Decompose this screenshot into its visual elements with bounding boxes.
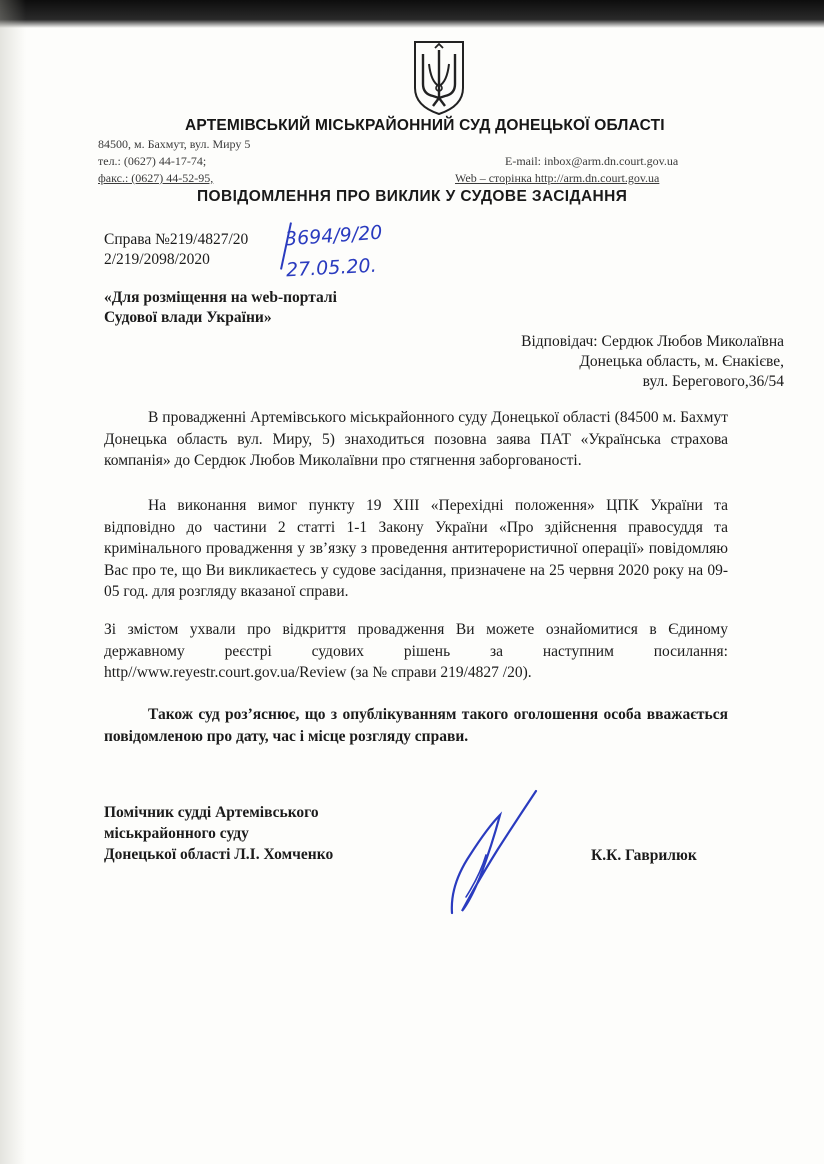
coat-of-arms-icon xyxy=(411,40,467,116)
judge-name: К.К. Гаврилюк xyxy=(591,847,697,864)
paragraph-proceeding: В провадженні Артемівського міськрайонного суду Донецької області (84500 м. Бахмут Донецька область вул. Миру, 5) знаходиться позовна заява ПАТ «Українська страхова компанія» до Сердюк Любов Миколаївни про стягнення заборгованості. xyxy=(104,409,728,470)
paragraph-registry-link: Зі змістом ухвали про відкриття провадження Ви можете ознайомитися в Єдиному державному реєстрі судових рішень за наступним посилання: http//www.reyestr.court.gov.ua/Review (за № справи 219/4827 /20). xyxy=(104,621,728,682)
signatory-title-line2: міськрайонного суду xyxy=(104,825,249,842)
court-website-link[interactable]: Web – сторінка http://arm.dn.court.gov.ua xyxy=(455,171,660,185)
court-fax: факс.: (0627) 44-52-95, xyxy=(98,171,214,185)
scan-left-shadow xyxy=(0,0,26,1164)
document-title: ПОВІДОМЛЕННЯ ПРО ВИКЛИК У СУДОВЕ ЗАСІДАННЯ xyxy=(197,188,628,205)
handwritten-signature xyxy=(440,785,550,925)
signatory-name: Донецької області Л.І. Хомченко xyxy=(104,846,334,863)
handwritten-outgoing-number: 3694/9/20 xyxy=(284,221,384,251)
respondent-city: Донецька область, м. Єнакієве, xyxy=(579,353,784,370)
signatory-title-line1: Помічник судді Артемівського xyxy=(104,804,319,821)
court-phone: тел.: (0627) 44-17-74; xyxy=(98,154,207,168)
portal-note-line1: «Для розміщення на web-порталі xyxy=(104,289,337,306)
handwritten-date: 27.05.20. xyxy=(285,254,378,282)
paragraph-summons: На виконання вимог пункту 19 XIII «Перехідні положення» ЦПК України та відповідно до частини 2 статті 1-1 Закону України «Про здійснення правосуддя та кримінального провадження у зв’язку з проведення антитерористичної операції» повідомляю Вас про те, що Ви викликаєтесь у судове засідання, призначене на 25 червня 2020 року на 09-05 год. для розгляду вказаної справи. xyxy=(104,497,728,601)
court-name: АРТЕМІВСЬКИЙ МІСЬКРАЙОННИЙ СУД ДОНЕЦЬКОЇ ОБЛАСТІ xyxy=(185,117,665,134)
court-address: 84500, м. Бахмут, вул. Миру 5 xyxy=(98,137,251,151)
court-email: E-mail: inbox@arm.dn.court.gov.ua xyxy=(505,154,679,168)
respondent-street: вул. Берегового,36/54 xyxy=(642,373,784,390)
paragraph-notice-clarification: Також суд роз’яснює, що з опублікуванням такого оголошення особа вважається повідомленою про дату, час і місце розгляду справи. xyxy=(104,706,728,745)
case-number: Справа №219/4827/20 xyxy=(104,231,249,248)
case-proceeding-number: 2/219/2098/2020 xyxy=(104,251,210,268)
portal-note-line2: Судової влади України» xyxy=(104,309,272,326)
respondent-name: Відповідач: Сердюк Любов Миколаївна xyxy=(521,333,784,350)
scan-top-edge xyxy=(0,0,824,28)
